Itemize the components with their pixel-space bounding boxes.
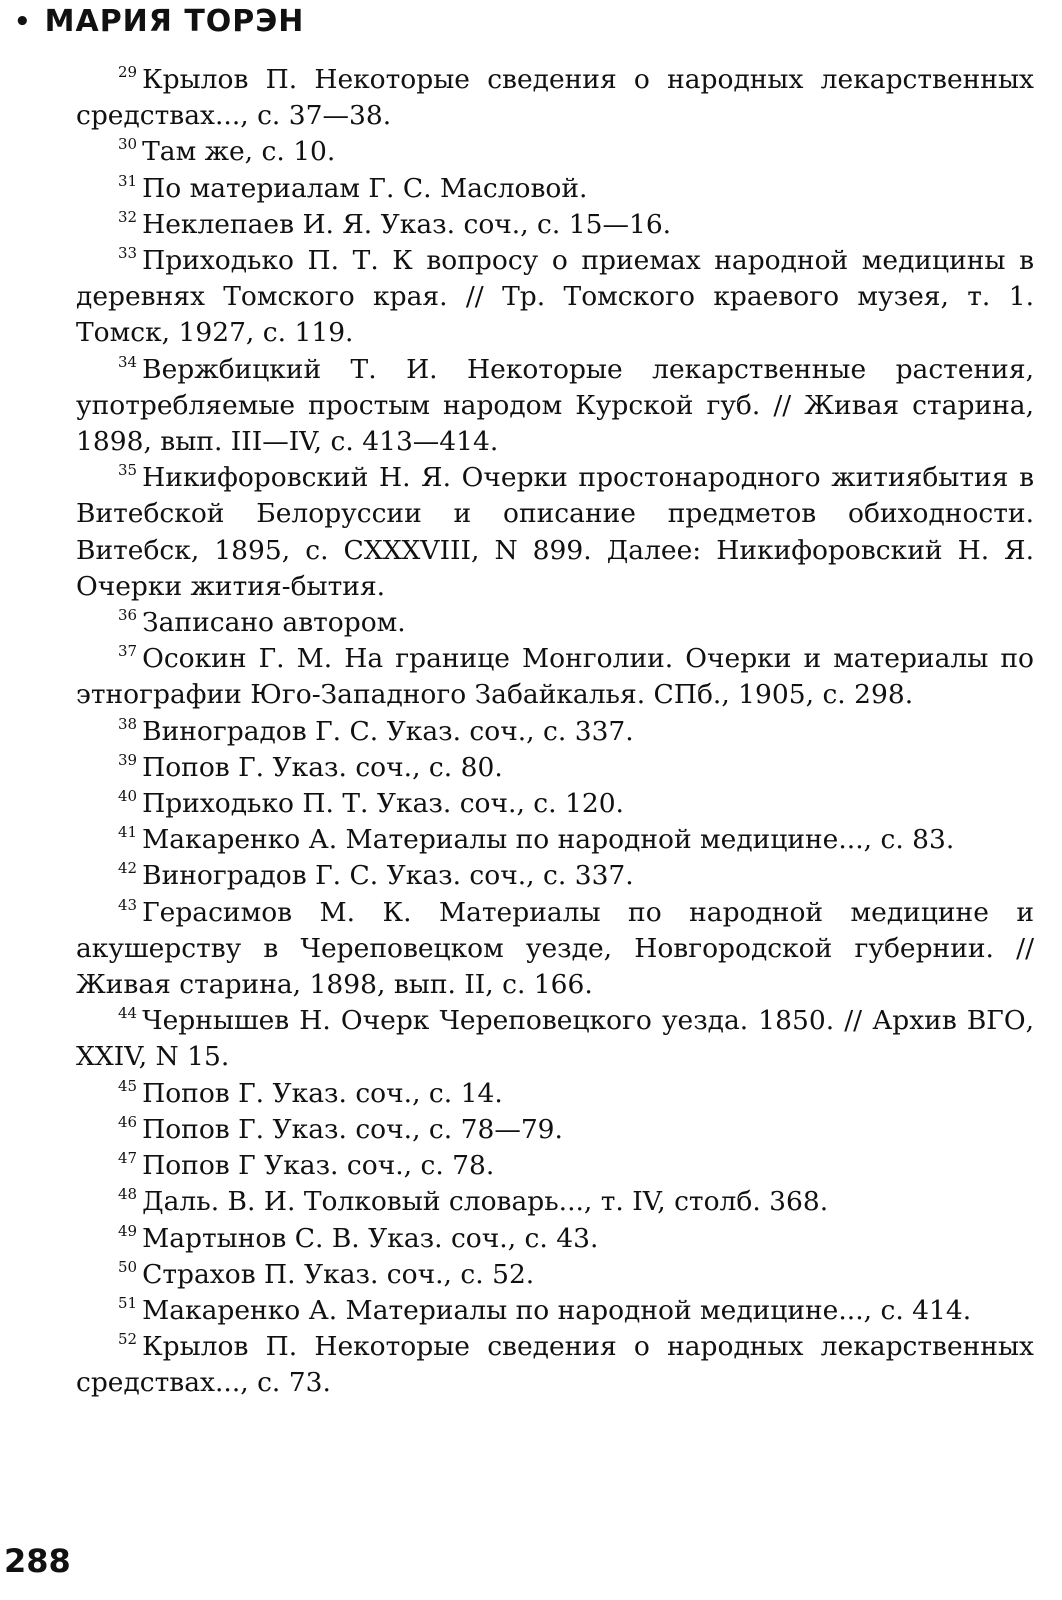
page-number: 288 [4, 1542, 71, 1580]
running-header [14, 4, 304, 40]
footnote-number: 48 [118, 1185, 138, 1204]
footnote-text: Крылов П. Некоторые сведения о народных лекарственных средствах..., с. 73. [76, 1331, 1034, 1399]
footnote-text: Макаренко А. Материалы по народной медицине..., с. 83. [142, 824, 955, 856]
footnote-number: 34 [118, 352, 138, 371]
footnote-entry [76, 786, 1034, 822]
header-author-name: МАРИЯ ТОРЭН [44, 4, 305, 39]
footnote-text: Никифоровский Н. Я. Очерки простонародного житиябытия в Витебской Белоруссии и описание предметов обиходности. Витебск, 1895, с. CXXXVIII, N 899. Далее: Никифоровский Н. Я. Очерки жития-бытия. [76, 462, 1034, 602]
footnote-text: Неклепаев И. Я. Указ. соч., с. 15—16. [142, 208, 672, 240]
footnote-entry [76, 1293, 1034, 1329]
footnote-text: Записано автором. [142, 607, 406, 639]
footnote-entry [76, 895, 1034, 1004]
footnote-entry [76, 1148, 1034, 1184]
footnote-number: 36 [118, 606, 138, 625]
footnote-number: 44 [118, 1004, 138, 1023]
footnote-text: Даль. В. И. Толковый словарь..., т. IV, столб. 368. [142, 1186, 829, 1218]
footnote-text: Макаренко А. Материалы по народной медицине..., с. 414. [142, 1294, 972, 1326]
footnote-number: 37 [118, 642, 138, 661]
footnote-entry [76, 207, 1034, 243]
footnote-entry [76, 1257, 1034, 1293]
footnote-text: Попов Г. Указ. соч., с. 14. [142, 1077, 503, 1109]
footnote-number: 29 [118, 63, 138, 81]
footnote-number: 32 [118, 207, 138, 226]
footnote-entry [76, 243, 1034, 352]
footnotes-list [76, 62, 1034, 1402]
footnote-number: 52 [118, 1330, 138, 1349]
footnote-entry [76, 641, 1034, 713]
footnote-number: 46 [118, 1112, 138, 1131]
footnote-entry [76, 460, 1034, 605]
header-bullet: • [14, 7, 31, 37]
footnote-entry [76, 1003, 1034, 1075]
footnote-number: 45 [118, 1076, 138, 1095]
footnote-entry [76, 1221, 1034, 1257]
footnote-number: 41 [118, 823, 138, 842]
footnote-number: 33 [118, 244, 138, 263]
footnote-number: 42 [118, 859, 138, 878]
footnote-text: По материалам Г. С. Масловой. [142, 172, 588, 204]
footnote-number: 38 [118, 714, 138, 733]
footnote-number: 50 [118, 1257, 138, 1276]
footnote-number: 31 [118, 171, 138, 190]
footnote-text: Там же, с. 10. [142, 136, 336, 168]
footnote-entry [76, 134, 1034, 170]
footnote-number: 39 [118, 750, 138, 769]
footnote-text: Приходько П. Т. Указ. соч., с. 120. [142, 788, 624, 820]
footnote-text: Герасимов М. К. Материалы по народной медицине и акушерству в Череповецком уезде, Новгородской губернии. // Живая старина, 1898, вып. II, с. 166. [76, 896, 1034, 1001]
footnote-text: Приходько П. Т. К вопросу о приемах народной медицины в деревнях Томского края. // Тр. Томского краевого музея, т. 1. Томск, 1927, с. 119. [76, 245, 1034, 349]
footnote-text: Осокин Г. М. На границе Монголии. Очерки и материалы по этнографии Юго-Западного Забайкалья. СПб., 1905, с. 298. [76, 643, 1034, 711]
footnote-entry [76, 1076, 1034, 1112]
footnote-entry [76, 750, 1034, 786]
footnote-number: 51 [118, 1293, 138, 1312]
footnote-entry [76, 1184, 1034, 1220]
footnote-entry [76, 171, 1034, 207]
footnote-text: Виноградов Г. С. Указ. соч., с. 337. [142, 860, 634, 892]
footnote-entry [76, 822, 1034, 858]
footnote-text: Попов Г Указ. соч., с. 78. [142, 1150, 495, 1182]
footnote-entry [76, 1112, 1034, 1148]
footnote-number: 49 [118, 1221, 138, 1240]
footnote-text: Виноградов Г. С. Указ. соч., с. 337. [142, 715, 634, 747]
footnote-entry [76, 352, 1034, 461]
footnote-entry [76, 1329, 1034, 1401]
footnote-entry [76, 858, 1034, 894]
footnote-entry [76, 62, 1034, 134]
footnote-number: 35 [118, 461, 138, 480]
footnote-text: Чернышев Н. Очерк Череповецкого уезда. 1850. // Архив ВГО, XXIV, N 15. [76, 1005, 1034, 1073]
footnote-text: Попов Г. Указ. соч., с. 80. [142, 751, 503, 783]
footnote-text: Попов Г. Указ. соч., с. 78—79. [142, 1113, 563, 1145]
footnote-text: Мартынов С. В. Указ. соч., с. 43. [142, 1222, 599, 1254]
footnote-number: 30 [118, 135, 138, 154]
footnote-entry [76, 714, 1034, 750]
footnote-number: 40 [118, 787, 138, 806]
footnote-text: Крылов П. Некоторые сведения о народных лекарственных средствах..., с. 37—38. [76, 64, 1034, 132]
footnote-text: Страхов П. Указ. соч., с. 52. [142, 1258, 535, 1290]
footnote-entry [76, 605, 1034, 641]
footnote-text: Вержбицкий Т. И. Некоторые лекарственные растения, употребляемые простым народом Курской губ. // Живая старина, 1898, вып. III—IV, с. 413—414. [76, 353, 1034, 458]
footnote-number: 47 [118, 1149, 138, 1168]
footnote-number: 43 [118, 895, 138, 914]
